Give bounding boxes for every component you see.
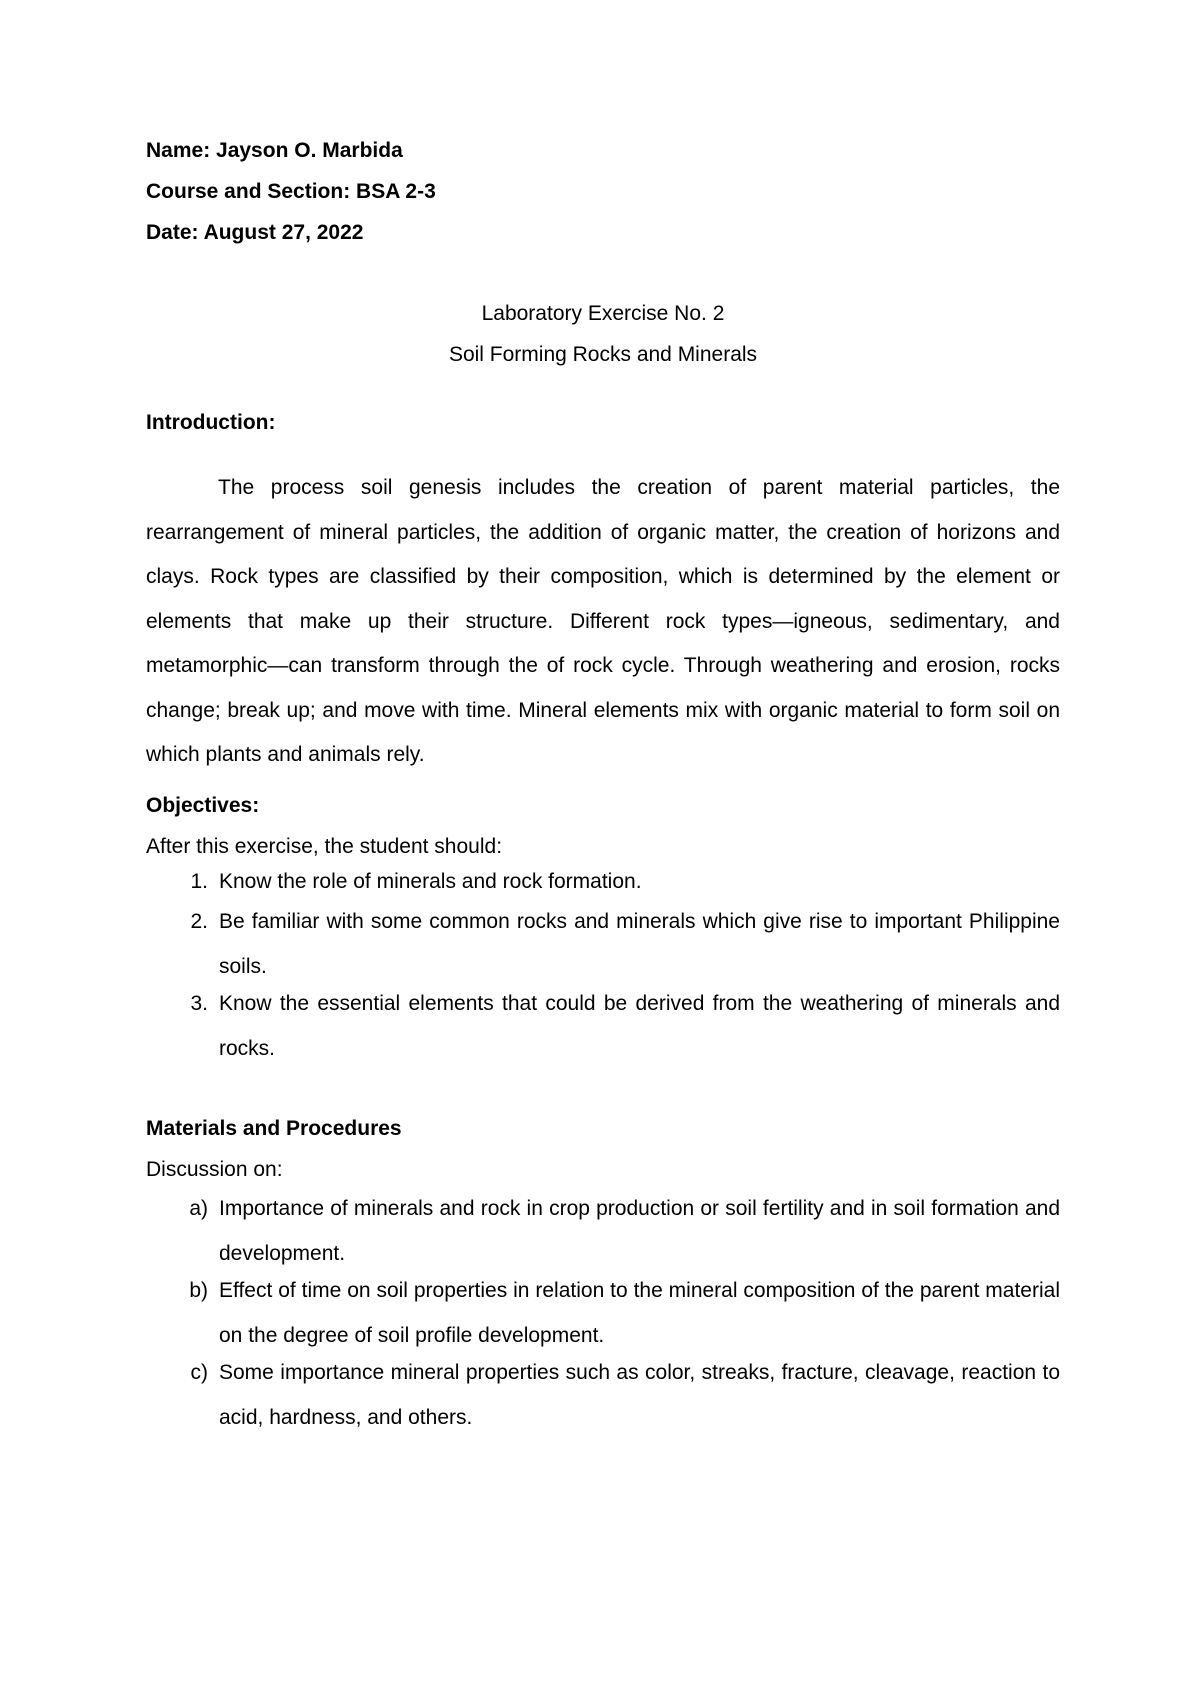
list-marker: c) xyxy=(190,1361,208,1384)
objective-text: Be familiar with some common rocks and minerals which give rise to important Philippine soils. xyxy=(219,910,1060,978)
exercise-topic: Soil Forming Rocks and Minerals xyxy=(448,343,758,366)
exercise-title: Laboratory Exercise No. 2 xyxy=(481,302,725,325)
list-marker: 3. xyxy=(190,992,208,1015)
materials-lead: Discussion on: xyxy=(146,1158,283,1181)
introduction-heading: Introduction: xyxy=(146,411,276,434)
student-name: Name: Jayson O. Marbida xyxy=(146,139,403,162)
objectives-lead: After this exercise, the student should: xyxy=(146,835,503,858)
discussion-text: Importance of minerals and rock in crop production or soil fertility and in soil formation and development. xyxy=(219,1197,1060,1265)
materials-heading: Materials and Procedures xyxy=(146,1117,402,1140)
document-page xyxy=(146,0,1060,1698)
introduction-paragraph: The process soil genesis includes the creation of parent material particles, the rearrangement of mineral particles, the addition of organic matter, the creation of horizons and clays. Rock types are classified by their composition, which is determined by the element or elements that make up their structure. Different rock types—igneous, sedimentary, and metamorphic—can transform through the of rock cycle. Through weathering and erosion, rocks change; break up; and move with time. Mineral elements mix with organic material to form soil on which plants and animals rely. xyxy=(146,476,1060,766)
objective-text: Know the role of minerals and rock formation. xyxy=(219,870,642,893)
submission-date: Date: August 27, 2022 xyxy=(146,221,364,244)
discussion-text: Effect of time on soil properties in relation to the mineral composition of the parent material on the degree of soil profile development. xyxy=(219,1279,1060,1347)
list-marker: 2. xyxy=(190,910,208,933)
discussion-text: Some importance mineral properties such as color, streaks, fracture, cleavage, reaction to acid, hardness, and others. xyxy=(219,1361,1060,1429)
objective-text: Know the essential elements that could be derived from the weathering of minerals and rocks. xyxy=(219,992,1060,1060)
course-section: Course and Section: BSA 2-3 xyxy=(146,180,436,203)
list-marker: 1. xyxy=(190,870,208,893)
list-marker: a) xyxy=(189,1197,208,1220)
objectives-heading: Objectives: xyxy=(146,794,260,817)
list-marker: b) xyxy=(189,1279,208,1302)
